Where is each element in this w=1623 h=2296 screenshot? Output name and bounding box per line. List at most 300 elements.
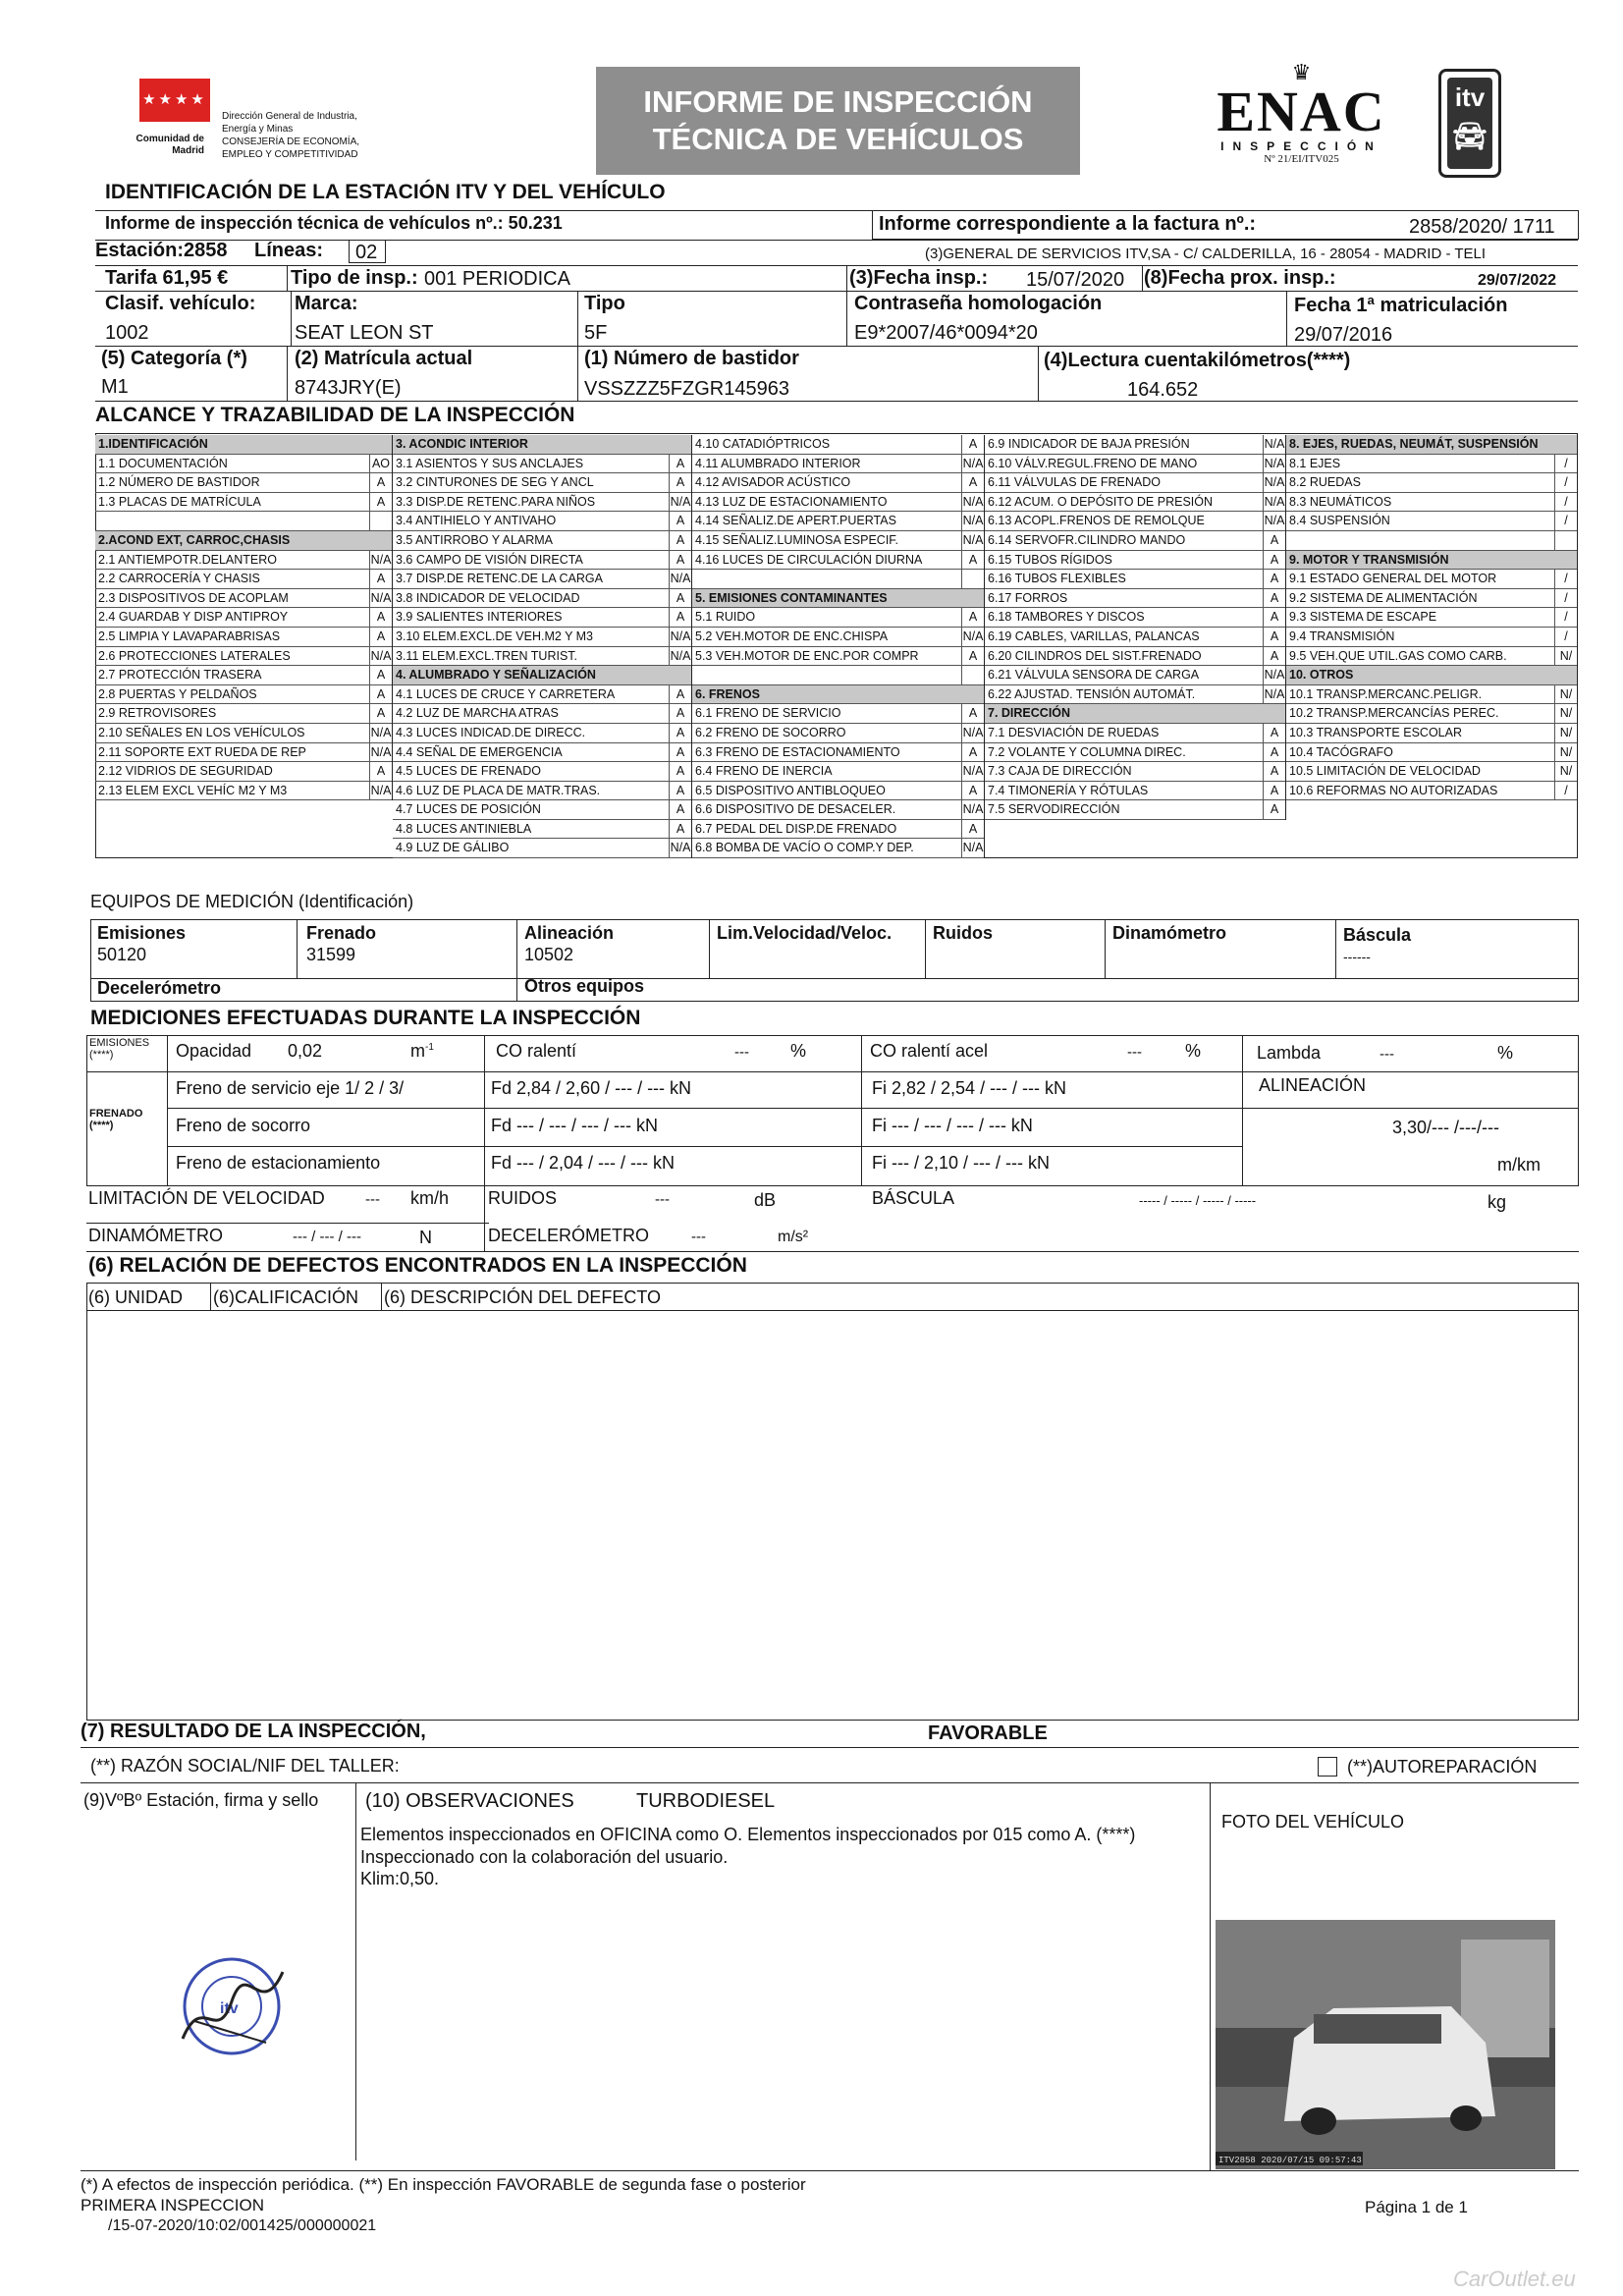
- observ-line-2: Inspeccionado con la colaboración del usuario.: [360, 1847, 729, 1867]
- scope-item: [393, 493, 691, 513]
- scope-item-result: [961, 570, 984, 588]
- fi-socorro: Fi --- / --- / --- / --- kN: [872, 1116, 1033, 1135]
- scope-item-result: N/A: [369, 724, 392, 742]
- freno-servicio-label: Freno de servicio eje 1/ 2 / 3/: [176, 1078, 405, 1098]
- scope-item-result: AO: [369, 455, 392, 473]
- scope-item-result: A: [1263, 800, 1285, 819]
- eq-limvel-label: Lim.Velocidad/Veloc.: [717, 923, 893, 943]
- photo-label: FOTO DEL VEHÍCULO: [1221, 1812, 1405, 1831]
- scope-item-label: 3.1 ASIENTOS Y SUS ANCLAJES: [396, 456, 584, 470]
- scope-item-label: 6.21 VÁLVULA SENSORA DE CARGA: [988, 668, 1200, 683]
- scope-item-label: 7.5 SERVODIRECCIÓN: [988, 802, 1120, 817]
- scope-item-result: A: [369, 493, 392, 512]
- scope-item-label: 6.14 SERVOFR.CILINDRO MANDO: [988, 532, 1186, 547]
- scope-item: [95, 704, 392, 724]
- lambda-value: ---: [1380, 1046, 1394, 1063]
- scope-item-label: 2.8 PUERTAS Y PELDAÑOS: [98, 686, 257, 701]
- scope-item-label: 2.10 SEÑALES EN LOS VEHÍCULOS: [98, 725, 305, 739]
- dinamometro-value: --- / --- / ---: [293, 1229, 361, 1245]
- scope-item: [95, 608, 392, 628]
- scope-item: [95, 666, 392, 685]
- scope-item: [692, 493, 984, 513]
- scope-item: [985, 435, 1285, 455]
- scope-item: [692, 647, 984, 667]
- autoreparacion-checkbox[interactable]: [1318, 1757, 1337, 1777]
- scope-item-label: 6.4 FRENO DE INERCIA: [695, 764, 833, 779]
- scope-item-result: A: [961, 473, 984, 492]
- fecha-insp-label: (3)Fecha insp.:: [849, 267, 989, 289]
- scope-item-label: 8. EJES, RUEDAS, NEUMÁT, SUSPENSIÓN: [1289, 437, 1539, 451]
- scope-item: [985, 493, 1285, 513]
- homolog-value: E9*2007/46*0094*20: [854, 322, 1038, 344]
- scope-item-label: 10.5 LIMITACIÓN DE VELOCIDAD: [1289, 764, 1481, 779]
- bascula-label: BÁSCULA: [872, 1188, 955, 1208]
- scope-group-header: [692, 685, 984, 705]
- scope-item-label: 4.11 ALUMBRADO INTERIOR: [695, 456, 861, 470]
- scope-item-result: N/: [1554, 724, 1577, 742]
- scope-item-result: N/A: [1263, 455, 1285, 473]
- lines-value: 02: [355, 242, 378, 263]
- scope-item-label: 5.1 RUIDO: [695, 610, 756, 625]
- scope-item: [1286, 743, 1577, 763]
- scope-item: [692, 704, 984, 724]
- scope-item-result: A: [669, 531, 691, 550]
- defects-col-calif: (6)CALIFICACIÓN: [213, 1287, 359, 1307]
- scope-item-result: A: [1263, 551, 1285, 570]
- scope-item: [95, 589, 392, 609]
- bascula-value: ----- / ----- / ----- / -----: [1139, 1193, 1257, 1208]
- scope-item: [393, 473, 691, 493]
- km-label: (4)Lectura cuentakilómetros(****): [1044, 350, 1351, 371]
- lambda-label: Lambda: [1257, 1043, 1322, 1063]
- scope-item-label: 6.5 DISPOSITIVO ANTIBLOQUEO: [695, 783, 886, 797]
- co-ralenti-unit: %: [790, 1041, 807, 1061]
- scope-item-label: 4.3 LUCES INDICAD.DE DIRECC.: [396, 725, 586, 739]
- clasif-label: Clasif. vehículo:: [105, 293, 256, 314]
- scope-group-header: [1286, 666, 1577, 685]
- eq-emisiones-label: Emisiones: [97, 923, 187, 943]
- scope-item: [692, 512, 984, 531]
- categoria-value: M1: [101, 376, 129, 398]
- scope-item: [393, 551, 691, 571]
- scope-item-label: 10.1 TRANSP.MERCANC.PELIGR.: [1289, 686, 1483, 701]
- fecha-prox-label: (8)Fecha prox. insp.:: [1144, 267, 1336, 289]
- eq-dinamometro-label: Dinamómetro: [1112, 923, 1227, 943]
- scope-item-label: 6.10 VÁLV.REGUL.FRENO DE MANO: [988, 456, 1198, 470]
- scope-item-label: 6.7 PEDAL DEL DISP.DE FRENADO: [695, 821, 897, 836]
- bastidor-label: (1) Número de bastidor: [584, 348, 799, 369]
- eq-frenado-label: Frenado: [306, 923, 377, 943]
- scope-item-result: N/A: [961, 455, 984, 473]
- marca-label: Marca:: [295, 293, 358, 314]
- km-value: 164.652: [1127, 379, 1199, 401]
- fecha-matric-value: 29/07/2016: [1294, 324, 1393, 346]
- scope-item: [1286, 724, 1577, 743]
- scope-item-result: A: [669, 724, 691, 742]
- scope-item-label: 1.1 DOCUMENTACIÓN: [98, 456, 228, 470]
- scope-column-1: [95, 435, 393, 800]
- scope-item-label: 7.3 CAJA DE DIRECCIÓN: [988, 764, 1132, 779]
- scope-item-label: 3.10 ELEM.EXCL.DE VEH.M2 Y M3: [396, 629, 594, 643]
- scope-item-label: 9.2 SISTEMA DE ALIMENTACIÓN: [1289, 590, 1478, 605]
- scope-item-result: /: [1554, 570, 1577, 588]
- scope-item: [692, 473, 984, 493]
- scope-item: [985, 800, 1285, 820]
- scope-item-result: A: [669, 704, 691, 723]
- clasif-value: 1002: [105, 322, 149, 344]
- scope-item: [692, 551, 984, 571]
- eq-ruidos-label: Ruidos: [933, 923, 993, 943]
- scope-item-label: 4.5 LUCES DE FRENADO: [396, 764, 541, 779]
- scope-item-result: A: [1263, 743, 1285, 762]
- scope-item-label: 2.1 ANTIEMPOTR.DELANTERO: [98, 552, 277, 567]
- scope-item-label: 10. OTROS: [1289, 668, 1354, 683]
- scope-item: [692, 820, 984, 840]
- scope-item-label: 3.4 ANTIHIELO Y ANTIVAHO: [396, 514, 557, 528]
- emisiones-tag: EMISIONES (****): [89, 1037, 150, 1061]
- scope-item-result: N/A: [669, 628, 691, 646]
- equipment-title: EQUIPOS DE MEDICIÓN (Identificación): [90, 892, 414, 911]
- eq-frenado-value: 31599: [306, 945, 356, 964]
- document-title: INFORME DE INSPECCIÓN TÉCNICA DE VEHÍCULOS: [596, 67, 1080, 175]
- scope-item-label: 6.6 DISPOSITIVO DE DESACELER.: [695, 802, 896, 817]
- scope-item-result: A: [961, 743, 984, 762]
- fecha-prox-value: 29/07/2022: [1478, 272, 1557, 289]
- scope-item-result: N/A: [369, 647, 392, 666]
- station-id: Estación:2858: [95, 240, 228, 261]
- limitacion-label: LIMITACIÓN DE VELOCIDAD: [88, 1188, 325, 1208]
- scope-item-result: A: [669, 820, 691, 839]
- scope-item-label: 9. MOTOR Y TRANSMISIÓN: [1289, 552, 1449, 567]
- scope-item-label: 2.13 ELEM EXCL VEHÍC M2 Y M3: [98, 783, 288, 797]
- scope-item-label: 4. ALUMBRADO Y SEÑALIZACIÓN: [396, 668, 596, 683]
- scope-item-result: A: [369, 685, 392, 704]
- scope-item-label: 2.6 PROTECCIONES LATERALES: [98, 648, 291, 663]
- scope-item-result: N/A: [369, 782, 392, 800]
- scope-item-result: [961, 666, 984, 684]
- station-company: (3)GENERAL DE SERVICIOS ITV,SA - C/ CALDERILLA, 16 - 28054 - MADRID - TELI: [925, 246, 1487, 262]
- scope-item-label: 1.IDENTIFICACIÓN: [98, 437, 208, 451]
- scope-item-label: 6.11 VÁLVULAS DE FRENADO: [988, 475, 1161, 490]
- scope-item-result: N/: [1554, 743, 1577, 762]
- scope-item: [1286, 685, 1577, 705]
- scope-item: [1286, 628, 1577, 647]
- scope-item-label: 6.9 INDICADOR DE BAJA PRESIÓN: [988, 437, 1190, 451]
- invoice-value: 2858/2020/ 1711: [1409, 216, 1555, 238]
- scope-column-4: [985, 435, 1286, 820]
- scope-item-label: 2.11 SOPORTE EXT RUEDA DE REP: [98, 744, 306, 759]
- scope-item: [692, 800, 984, 820]
- scope-item-label: 4.8 LUCES ANTINIEBLA: [396, 821, 532, 836]
- scope-item: [95, 647, 392, 667]
- categoria-label: (5) Categoría (*): [101, 348, 247, 369]
- scope-item-result: N/A: [1263, 493, 1285, 512]
- scope-item-label: 6.3 FRENO DE ESTACIONAMIENTO: [695, 744, 900, 759]
- scope-item: [985, 473, 1285, 493]
- scope-item-label: 4.14 SEÑALIZ.DE APERT.PUERTAS: [695, 514, 896, 528]
- scope-item-result: N/A: [961, 493, 984, 512]
- scope-item: [393, 531, 691, 551]
- scope-item-label: 2.ACOND EXT, CARROC,CHASIS: [98, 532, 291, 547]
- scope-item: [95, 551, 392, 571]
- scope-item-result: A: [961, 704, 984, 723]
- scope-item-result: /: [1554, 608, 1577, 627]
- scope-item-result: /: [1554, 589, 1577, 608]
- scope-column-2: [393, 435, 692, 858]
- scope-item: [1286, 493, 1577, 513]
- tipo-label: Tipo: [584, 293, 625, 314]
- ruidos-label: RUIDOS: [488, 1188, 558, 1208]
- scope-item-result: A: [669, 743, 691, 762]
- scope-item-result: A: [669, 455, 691, 473]
- scope-item: [95, 743, 392, 763]
- scope-item-label: 7. DIRECCIÓN: [988, 706, 1071, 721]
- scope-item-label: 4.1 LUCES DE CRUCE Y CARRETERA: [396, 686, 616, 701]
- scope-item: [985, 608, 1285, 628]
- scope-item: [1286, 455, 1577, 474]
- scope-item: [393, 570, 691, 589]
- observaciones-label: (10) OBSERVACIONES: [365, 1790, 574, 1812]
- scope-item: [393, 685, 691, 705]
- scope-item-label: 2.4 GUARDAB Y DISP ANTIPROY: [98, 610, 289, 625]
- scope-item-label: 6.22 AJUSTAD. TENSIÓN AUTOMÁT.: [988, 686, 1196, 701]
- scope-item-result: N/: [1554, 762, 1577, 781]
- scope-item: [393, 628, 691, 647]
- scope-item: [95, 762, 392, 782]
- scope-item-label: 5.2 VEH.MOTOR DE ENC.CHISPA: [695, 629, 889, 643]
- scope-item-label: 3.5 ANTIRROBO Y ALARMA: [396, 532, 554, 547]
- footer-code: /15-07-2020/10:02/001425/000000021: [108, 2217, 377, 2234]
- scope-item-label: 10.2 TRANSP.MERCANCÍAS PEREC.: [1289, 706, 1499, 721]
- scope-item-result: A: [961, 435, 984, 454]
- scope-item-result: A: [961, 782, 984, 800]
- scope-item: [95, 455, 392, 474]
- eq-bascula-label: Báscula: [1343, 925, 1412, 945]
- scope-group-header: [1286, 435, 1577, 455]
- scope-item-label: 8.4 SUSPENSIÓN: [1289, 514, 1390, 528]
- eq-bascula-value: ------: [1343, 949, 1371, 964]
- dinamometro-unit: N: [419, 1228, 432, 1247]
- scope-group-header: [95, 531, 392, 551]
- ruidos-value: ---: [655, 1191, 670, 1208]
- lambda-unit: %: [1497, 1043, 1514, 1063]
- scope-item-label: 3.9 SALIENTES INTERIORES: [396, 610, 563, 625]
- scope-item-label: 6.8 BOMBA DE VACÍO O COMP.Y DEP.: [695, 841, 914, 855]
- scope-item: [1286, 608, 1577, 628]
- scope-item: [393, 704, 691, 724]
- observaciones-type: TURBODIESEL: [636, 1790, 776, 1812]
- limitacion-unit: km/h: [410, 1188, 450, 1208]
- defects-col-desc: (6) DESCRIPCIÓN DEL DEFECTO: [384, 1287, 662, 1307]
- scope-item-result: A: [669, 473, 691, 492]
- scope-item-result: A: [1263, 608, 1285, 627]
- scope-item-label: 4.15 SEÑALIZ.LUMINOSA ESPECIF.: [695, 532, 899, 547]
- scope-item: [985, 531, 1285, 551]
- scope-item-result: A: [1263, 589, 1285, 608]
- scope-item: [1286, 762, 1577, 782]
- scope-item: [985, 647, 1285, 667]
- lines-label: Líneas:: [254, 240, 324, 261]
- scope-item: [985, 628, 1285, 647]
- scope-item-result: N/: [1554, 685, 1577, 704]
- scope-item: [1286, 782, 1577, 801]
- scope-item: [1286, 647, 1577, 667]
- scope-item: [692, 839, 984, 858]
- scope-section-title: ALCANCE Y TRAZABILIDAD DE LA INSPECCIÓN: [95, 404, 575, 426]
- scope-item-result: N/: [1554, 647, 1577, 666]
- scope-item-result: [369, 512, 392, 530]
- fi-estac: Fi --- / 2,10 / --- / --- kN: [872, 1153, 1050, 1173]
- scope-item-result: /: [1554, 455, 1577, 473]
- scope-item-label: 4.13 LUZ DE ESTACIONAMIENTO: [695, 494, 888, 509]
- scope-item-label: 7.2 VOLANTE Y COLUMNA DIREC.: [988, 744, 1186, 759]
- scope-item-result: A: [369, 762, 392, 781]
- razon-social-label: (**) RAZÓN SOCIAL/NIF DEL TALLER:: [90, 1756, 400, 1776]
- svg-text:itv: itv: [220, 2000, 239, 2017]
- scope-item: [393, 608, 691, 628]
- scope-item-result: [1554, 531, 1577, 550]
- alineacion-value: 3,30/--- /---/---: [1392, 1118, 1499, 1137]
- scope-item-label: 2.2 CARROCERÍA Y CHASIS: [98, 572, 260, 586]
- scope-item: [692, 435, 984, 455]
- scope-item-result: N/A: [669, 493, 691, 512]
- freno-estac-label: Freno de estacionamiento: [176, 1153, 381, 1173]
- scope-item-result: A: [369, 628, 392, 646]
- scope-item-label: 6.2 FRENO DE SOCORRO: [695, 725, 846, 739]
- scope-item: [692, 666, 984, 685]
- bastidor-value: VSSZZZ5FZGR145963: [584, 378, 789, 400]
- scope-item: [95, 724, 392, 743]
- station-stamp-signature: [173, 1952, 291, 2060]
- scope-item-result: A: [1263, 628, 1285, 646]
- scope-item-label: 9.4 TRANSMISIÓN: [1289, 629, 1395, 643]
- scope-item-result: N/A: [669, 839, 691, 857]
- scope-item-label: 4.4 SEÑAL DE EMERGENCIA: [396, 744, 563, 759]
- scope-item: [692, 608, 984, 628]
- scope-item: [692, 455, 984, 474]
- tipo-value: 5F: [584, 322, 608, 344]
- scope-item-label: 3.2 CINTURONES DE SEG Y ANCL: [396, 475, 594, 490]
- scope-item-result: /: [1554, 782, 1577, 800]
- scope-item: [1286, 512, 1577, 531]
- scope-item: [692, 743, 984, 763]
- eq-alineacion-label: Alineación: [524, 923, 615, 943]
- scope-item: [985, 743, 1285, 763]
- scope-item-result: N/: [1554, 704, 1577, 723]
- matricula-value: 8743JRY(E): [295, 377, 402, 399]
- scope-group-header: [393, 435, 691, 455]
- fecha-matric-label: Fecha 1ª matriculación: [1294, 295, 1508, 316]
- result-label: (7) RESULTADO DE LA INSPECCIÓN,: [81, 1721, 426, 1742]
- scope-item: [1286, 570, 1577, 589]
- scope-item: [985, 551, 1285, 571]
- watermark: CarOutlet.eu: [1453, 2267, 1576, 2291]
- scope-item-label: 9.1 ESTADO GENERAL DEL MOTOR: [1289, 572, 1497, 586]
- co-acel-unit: %: [1185, 1041, 1202, 1061]
- defects-col-unidad: (6) UNIDAD: [88, 1287, 184, 1307]
- scope-item-label: 6.12 ACUM. O DEPÓSITO DE PRESIÓN: [988, 494, 1213, 509]
- scope-item-result: A: [369, 608, 392, 627]
- scope-item-label: 5. EMISIONES CONTAMINANTES: [695, 590, 888, 605]
- scope-item-result: /: [1554, 512, 1577, 530]
- scope-group-header: [1286, 551, 1577, 571]
- scope-item-label: 3.6 CAMPO DE VISIÓN DIRECTA: [396, 552, 583, 567]
- co-ralenti-value: ---: [734, 1044, 749, 1061]
- measurements-title: MEDICIONES EFECTUADAS DURANTE LA INSPECCIÓN: [90, 1007, 641, 1029]
- identification-section-title: IDENTIFICACIÓN DE LA ESTACIÓN ITV Y DEL VEHÍCULO: [105, 181, 666, 203]
- scope-item: [393, 782, 691, 801]
- scope-item-label: 1.3 PLACAS DE MATRÍCULA: [98, 494, 261, 509]
- scope-item: [985, 589, 1285, 609]
- scope-column-3: [692, 435, 985, 858]
- scope-item: [393, 455, 691, 474]
- scope-item-result: A: [1263, 724, 1285, 742]
- scope-item-result: A: [669, 685, 691, 704]
- scope-item-label: 6.20 CILINDROS DEL SIST.FRENADO: [988, 648, 1202, 663]
- scope-column-5: [1286, 435, 1578, 800]
- scope-item-result: N/A: [961, 628, 984, 646]
- homolog-label: Contraseña homologación: [854, 293, 1103, 314]
- scope-item-result: N/A: [1263, 685, 1285, 704]
- scope-item-label: 6.19 CABLES, VARILLAS, PALANCAS: [988, 629, 1200, 643]
- matricula-label: (2) Matrícula actual: [295, 348, 473, 369]
- eq-emisiones-value: 50120: [97, 945, 147, 964]
- scope-item-label: 9.3 SISTEMA DE ESCAPE: [1289, 610, 1437, 625]
- scope-item-label: 7.1 DESVIACIÓN DE RUEDAS: [988, 725, 1160, 739]
- scope-item-label: 4.6 LUZ DE PLACA DE MATR.TRAS.: [396, 783, 601, 797]
- scope-item: [985, 762, 1285, 782]
- scope-item-result: A: [1263, 531, 1285, 550]
- scope-item-result: N/A: [1263, 666, 1285, 684]
- scope-item-result: A: [1263, 647, 1285, 666]
- page-number: Página 1 de 1: [1365, 2198, 1468, 2216]
- scope-item-label: 10.3 TRANSPORTE ESCOLAR: [1289, 725, 1462, 739]
- scope-item-label: 6.16 TUBOS FLEXIBLES: [988, 572, 1126, 586]
- scope-item-label: 3. ACONDIC INTERIOR: [396, 437, 528, 451]
- scope-item-label: 6.15 TUBOS RÍGIDOS: [988, 552, 1112, 567]
- scope-item-label: 10.6 REFORMAS NO AUTORIZADAS: [1289, 783, 1498, 797]
- scope-item-result: N/A: [369, 551, 392, 570]
- invoice-label: Informe correspondiente a la factura nº.:: [879, 213, 1257, 235]
- eq-otros-label: Otros equipos: [524, 976, 645, 996]
- scope-item: [95, 493, 392, 513]
- scope-item-label: 2.9 RETROVISORES: [98, 706, 217, 721]
- scope-item-result: N/A: [1263, 435, 1285, 454]
- scope-item-result: A: [369, 666, 392, 684]
- scope-item-result: N/A: [369, 589, 392, 608]
- scope-item: [692, 762, 984, 782]
- scope-item-result: A: [961, 820, 984, 839]
- scope-item-result: N/A: [961, 762, 984, 781]
- scope-item-label: 4.12 AVISADOR ACÚSTICO: [695, 475, 851, 490]
- scope-item: [692, 628, 984, 647]
- scope-item-result: N/A: [961, 839, 984, 857]
- scope-item-label: 2.3 DISPOSITIVOS DE ACOPLAM: [98, 590, 289, 605]
- scope-item-label: 3.8 INDICADOR DE VELOCIDAD: [396, 590, 580, 605]
- scope-item: [985, 666, 1285, 685]
- scope-item-label: 2.5 LIMPIA Y LAVAPARABRISAS: [98, 629, 281, 643]
- scope-item-label: 3.7 DISP.DE RETENC.DE LA CARGA: [396, 572, 603, 586]
- limitacion-value: ---: [365, 1191, 380, 1208]
- bascula-unit: kg: [1488, 1192, 1507, 1212]
- freno-socorro-label: Freno de socorro: [176, 1116, 311, 1135]
- fd-socorro: Fd --- / --- / --- / --- kN: [491, 1116, 658, 1135]
- scope-item: [95, 473, 392, 493]
- scope-item-result: /: [1554, 628, 1577, 646]
- eq-alineacion-value: 10502: [524, 945, 574, 964]
- scope-item: [985, 724, 1285, 743]
- scope-item-label: 4.9 LUZ DE GÁLIBO: [396, 841, 510, 855]
